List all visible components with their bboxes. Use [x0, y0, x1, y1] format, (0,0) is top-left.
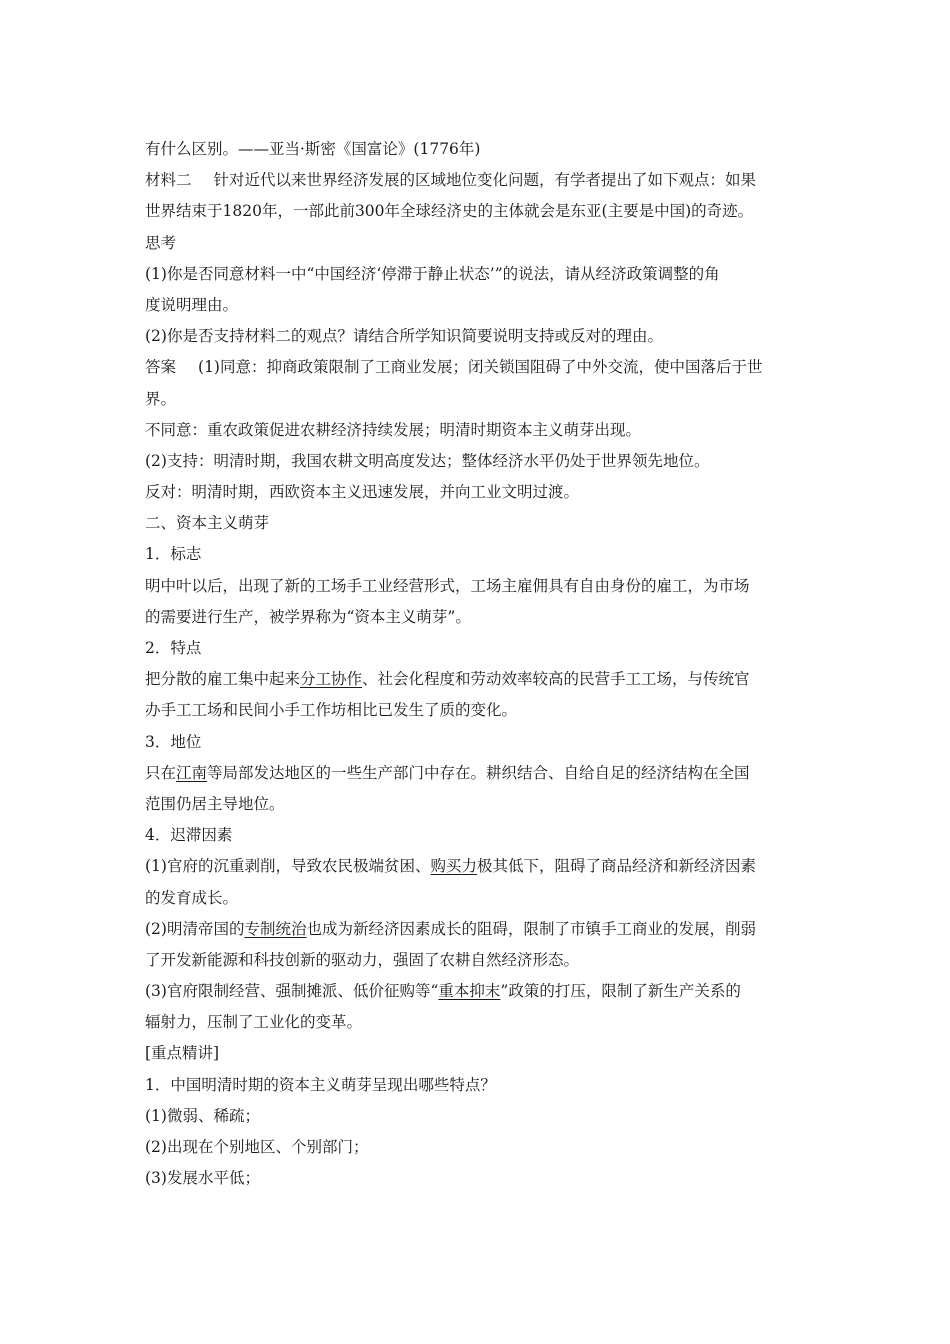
text-run: 反对：明清时期，西欧资本主义迅速发展，并向工业文明过渡。	[145, 483, 580, 502]
text-run: 有什么区别。——亚当·斯密《国富论》(1776年)	[145, 140, 481, 158]
text-line	[145, 851, 810, 882]
text-run: (1)你是否同意材料一中“中国经济‘停滞于静止状态’”的说法，请从经济政策调整的角	[145, 264, 720, 283]
text-run: 1．中国明清时期的资本主义萌芽呈现出哪些特点？	[145, 1075, 496, 1094]
text-line	[145, 1070, 810, 1101]
text-run: 也成为新经济因素成长的阻碍，限制了市镇手工商业的发展，削弱	[306, 919, 756, 938]
text-run: 二、资本主义萌芽	[145, 514, 270, 533]
text-run: 答案	[145, 358, 177, 377]
text-run: 度说明理由。	[145, 295, 239, 314]
text-line	[145, 883, 810, 914]
document-page	[145, 134, 810, 1194]
text-run: (2)支持：明清时期，我国农耕文明高度发达；整体经济水平仍处于世界领先地位。	[145, 451, 710, 470]
text-run: 4．迟滞因素	[145, 826, 233, 845]
text-run: 办手工工场和民间小手工作坊相比已发生了质的变化。	[145, 701, 518, 720]
text-run: (3)发展水平低；	[145, 1169, 260, 1188]
text-line	[145, 196, 810, 227]
text-line	[145, 664, 810, 695]
text-run: 辐射力，压制了工业化的变革。	[145, 1013, 363, 1032]
text-run: 3．地位	[145, 732, 202, 751]
text-line	[145, 1007, 810, 1038]
text-line	[145, 914, 810, 945]
text-line	[145, 758, 810, 789]
text-run: (1)官府的沉重剥削，导致农民极端贫困、	[145, 857, 431, 876]
text-line	[145, 352, 810, 383]
text-line	[145, 727, 810, 758]
underlined-keyword: 专制统治	[244, 919, 307, 938]
text-run: 1．标志	[145, 545, 202, 564]
text-line	[145, 228, 810, 259]
text-run: (2)明清帝国的	[145, 919, 245, 938]
text-run: (1)微弱、稀疏；	[145, 1106, 260, 1125]
underlined-keyword: 购买力	[430, 857, 477, 876]
text-run: 针对近代以来世界经济发展的区域地位变化问题，有学者提出了如下观点：如果	[213, 171, 757, 190]
text-run: 不同意：重农政策促进农耕经济持续发展；明清时期资本主义萌芽出现。	[145, 420, 642, 439]
text-line	[145, 539, 810, 570]
text-line	[145, 976, 810, 1007]
text-run: 的发育成长。	[145, 888, 239, 907]
text-run: [重点精讲]	[145, 1044, 220, 1063]
text-run: 材料二	[145, 171, 192, 190]
text-run: (1)同意：抑商政策限制了工商业发展；闭关锁国阻碍了中外交流，使中国落后于世	[198, 358, 763, 377]
text-line	[145, 259, 810, 290]
text-line	[145, 789, 810, 820]
text-line	[145, 321, 810, 352]
text-line	[145, 571, 810, 602]
text-run: 范围仍居主导地位。	[145, 794, 285, 813]
text-run: 等局部发达地区的一些生产部门中存在。耕织结合、自给自足的经济结构在全国	[207, 763, 750, 782]
text-run: 思考	[145, 233, 177, 252]
text-line	[145, 820, 810, 851]
text-run: 、社会化程度和劳动效率较高的民营手工工场，与传统官	[362, 670, 750, 689]
text-line	[145, 290, 810, 321]
text-run: 的需要进行生产，被学界称为“资本主义萌芽”。	[145, 607, 471, 626]
text-run: 世界结束于1820年，一部此前300年全球经济史的主体就会是东亚(主要是中国)的奇迹。	[145, 202, 754, 221]
text-line	[145, 1038, 810, 1069]
text-run: (2)你是否支持材料二的观点？请结合所学知识简要说明支持或反对的理由。	[145, 327, 663, 346]
underlined-keyword: 重本抑末	[438, 982, 501, 1001]
text-run: (3)官府限制经营、强制摊派、低价征购等“	[145, 982, 439, 1001]
text-line	[145, 134, 810, 165]
text-line	[145, 384, 810, 415]
text-line	[145, 695, 810, 726]
text-line	[145, 1163, 810, 1194]
underlined-keyword: 江南	[176, 763, 208, 782]
text-line	[145, 945, 810, 976]
text-run: 2．特点	[145, 639, 202, 657]
text-run: 极其低下，阻碍了商品经济和新经济因素	[476, 857, 756, 876]
text-line	[145, 602, 810, 633]
text-run: 了开发新能源和科技创新的驱动力，强固了农耕自然经济形态。	[145, 950, 580, 969]
text-run: 界。	[145, 389, 177, 408]
text-line	[145, 477, 810, 508]
text-line	[145, 1101, 810, 1132]
text-line	[145, 165, 810, 196]
text-line	[145, 633, 810, 664]
text-run: 只在	[145, 763, 177, 782]
text-line	[145, 508, 810, 539]
text-run: ”政策的打压，限制了新生产关系的	[500, 982, 741, 1001]
text-line	[145, 446, 810, 477]
text-line	[145, 1132, 810, 1163]
text-run: (2)出现在个别地区、个别部门；	[145, 1138, 369, 1156]
underlined-keyword: 分工协作	[300, 670, 363, 689]
text-run: 把分散的雇工集中起来	[145, 670, 301, 689]
text-line	[145, 415, 810, 446]
text-run: 明中叶以后，出现了新的工场手工业经营形式，工场主雇佣具有自由身份的雇工，为市场	[145, 576, 750, 595]
